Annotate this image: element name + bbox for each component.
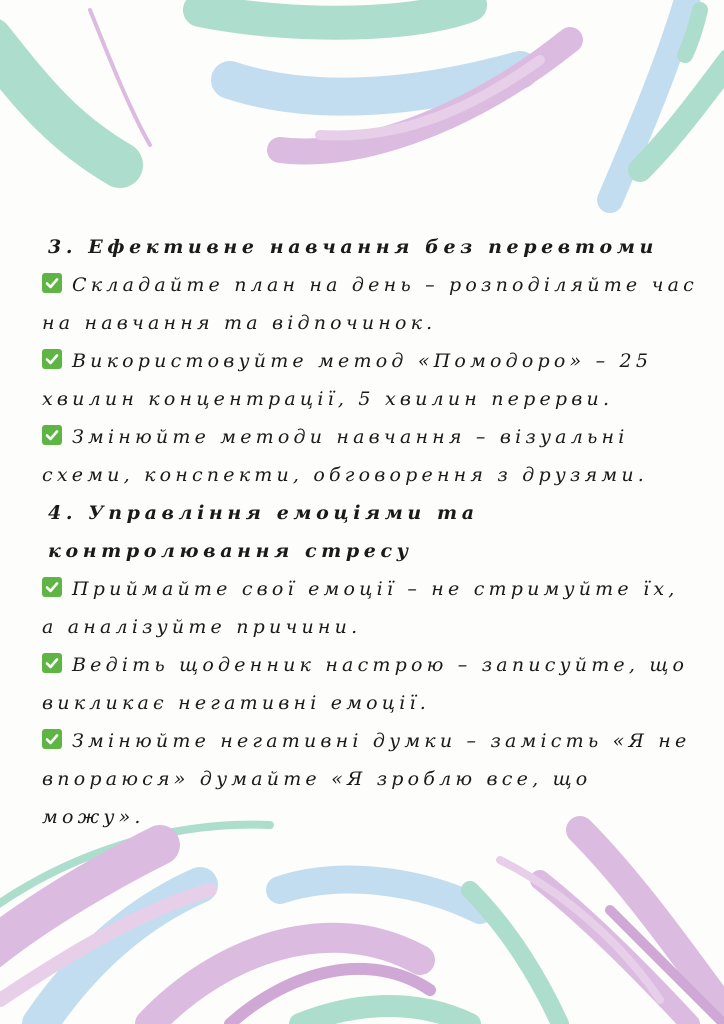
section-heading-3: 3. Ефективне навчання без перевтоми [48, 236, 658, 258]
check-mark-button-icon [42, 577, 62, 597]
check-mark-button-icon [42, 653, 62, 673]
list-item [42, 418, 702, 494]
check-mark-button-icon [42, 273, 62, 293]
check-mark-button-icon [42, 729, 62, 749]
list-item-text: Використовуйте метод «Помодоро» – 25 хвилин концентрації, 5 хвилин перерви. [42, 350, 653, 410]
list-item-text: Змінюйте методи навчання – візуальні схеми, конспекти, обговорення з друзями. [42, 426, 649, 486]
list-item [42, 722, 702, 836]
list-item-text: Змінюйте негативні думки – замість «Я не впораюся» думайте «Я зроблю все, що можу». [42, 730, 691, 828]
list-item-text: Приймайте свої емоції – не стримуйте їх, а аналізуйте причини. [42, 578, 679, 638]
section-heading-4: 4. Управління емоціями та контролювання стресу [48, 502, 479, 562]
check-mark-button-icon [42, 349, 62, 369]
list-item [42, 266, 702, 342]
top-brush-decoration [0, 0, 724, 220]
list-item-text: Складайте план на день – розподіляйте час на навчання та відпочинок. [42, 274, 699, 334]
list-item [42, 646, 702, 722]
list-item-text: Ведіть щоденник настрою – записуйте, що викликає негативні емоції. [42, 654, 689, 714]
check-mark-button-icon [42, 425, 62, 445]
content-area [42, 228, 702, 836]
list-item [42, 342, 702, 418]
list-item [42, 570, 702, 646]
